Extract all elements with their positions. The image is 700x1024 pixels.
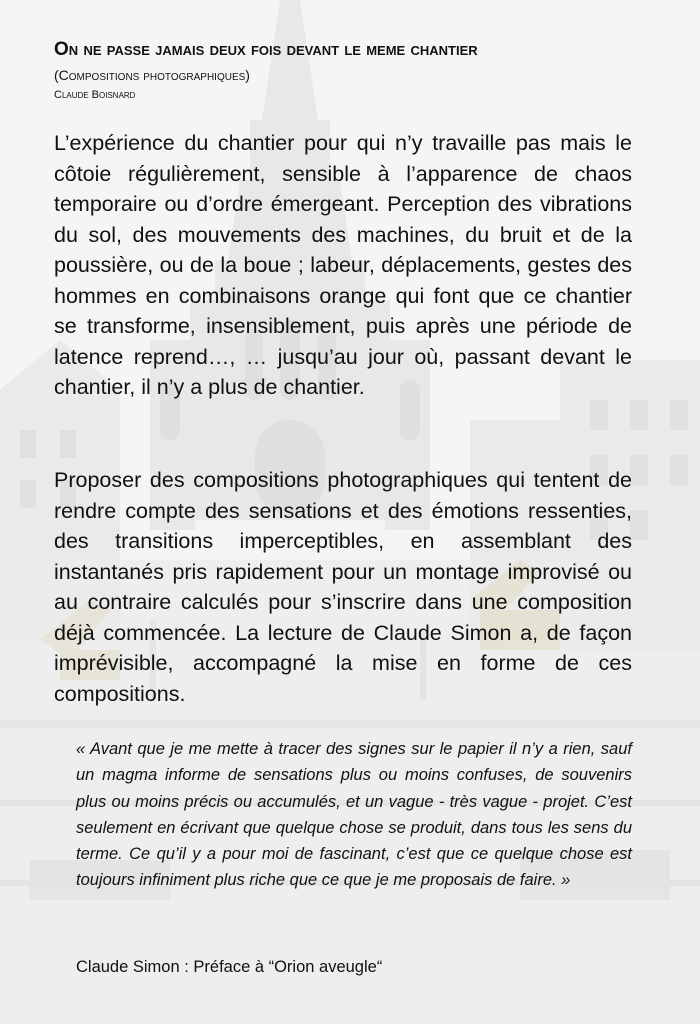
author-name: Claude Boisnard	[54, 89, 136, 101]
quote-text: « Avant que je me mette à tracer des signes sur le papier il n’y a rien, sauf un magma informe de sensations plus ou moins confuses, de souvenirs plus ou moins précis ou accumulés, et un vague - très vague - projet. C’est seulement en écrivant que quelque chose se produit, dans tous les sens du terme. Ce qu’il y a pour moi de fascinant, c’est que ce quelque chose est toujours infiniment plus riche que ce que je me proposais de faire. »	[76, 740, 632, 890]
paragraph-proposal: Proposer des compositions photographiques qui tentent de rendre compte des sensations et des émotions ressenties, des transitions imperceptibles, en assemblant des instantanés pris rapidement pour un montage improvisé ou au contraire calculés pour s’inscrire dans une composition déjà commencée. La lecture de Claude Simon a, de façon imprévisible, accompagné la mise en forme de ces compositions.	[54, 468, 632, 706]
document-subtitle: (Compositions photographiques)	[54, 67, 250, 83]
quote-source: Claude Simon : Préface à “Orion aveugle“	[76, 958, 383, 976]
document-title: On ne passe jamais deux fois devant le meme chantier	[54, 39, 478, 60]
paragraph-experience: L’expérience du chantier pour qui n’y travaille pas mais le côtoie régulièrement, sensible à l’apparence de chaos temporaire ou d’ordre émergeant. Perception des vibrations du sol, des mouvements des machines, du bruit et de la poussière, ou de la boue ; labeur, déplacements, gestes des hommes en combinaisons orange qui font que ce chantier se transforme, insensiblement, puis après une période de latence reprend…, … jusqu’au jour où, passant devant le chantier, il n’y a plus de chantier.	[54, 131, 632, 399]
